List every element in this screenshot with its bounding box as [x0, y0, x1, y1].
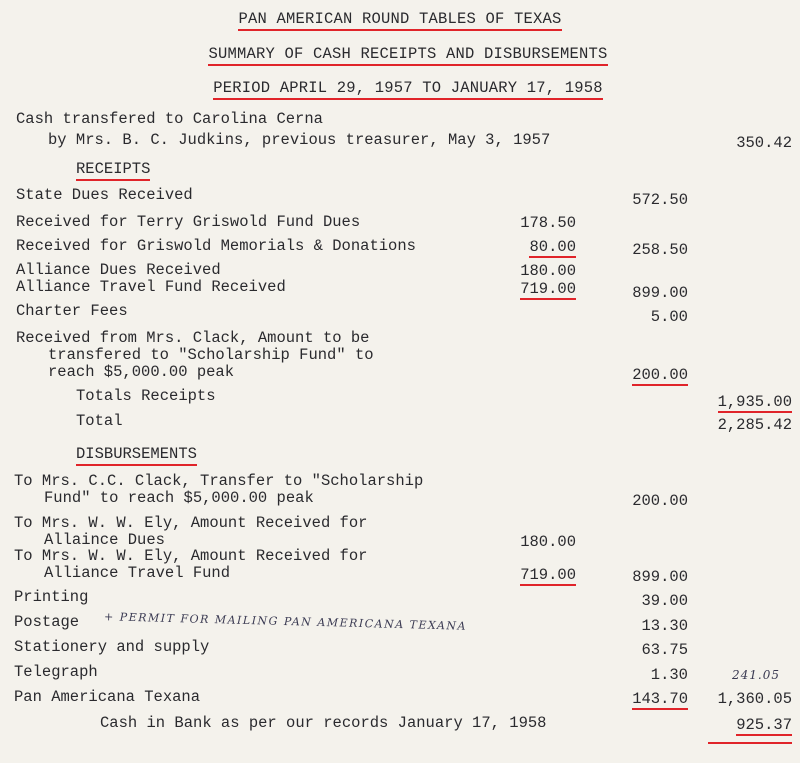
- totals-receipts-amount: [718, 393, 792, 411]
- ely-travel-line-1: To Mrs. W. W. Ely, Amount Received for: [14, 547, 368, 565]
- ely-travel-total: 899.00: [632, 568, 688, 586]
- disbursements-heading-text: DISBURSEMENTS: [76, 445, 197, 466]
- total-amount: 2,285.42: [717, 416, 792, 434]
- postage-total: 13.30: [641, 617, 688, 635]
- griswold-dues-label: Received for Terry Griswold Fund Dues: [16, 213, 361, 231]
- ely-travel-amount-text: 719.00: [520, 566, 576, 584]
- total-label: Total: [76, 412, 123, 430]
- telegraph-label: Telegraph: [14, 663, 98, 681]
- clack-receipt-line-3: reach $5,000.00 peak: [48, 363, 235, 381]
- state-dues-label: State Dues Received: [16, 186, 193, 204]
- alliance-travel-amount: [520, 280, 576, 298]
- period-title: [0, 79, 800, 97]
- double-underline: [708, 742, 792, 744]
- telegraph-handwritten-subtotal: 241.05: [732, 668, 780, 682]
- disbursements-grand-total: 1,360.05: [717, 690, 792, 708]
- cash-in-bank-label: Cash in Bank as per our records January 17, 1958: [100, 714, 547, 732]
- charter-fees-total: 5.00: [650, 308, 688, 326]
- charter-fees-label: Charter Fees: [16, 302, 128, 320]
- clack-disb-line-1: To Mrs. C.C. Clack, Transfer to "Scholarship: [14, 472, 424, 490]
- summary-title-text: SUMMARY OF CASH RECEIPTS AND DISBURSEMENTS: [208, 45, 607, 66]
- ely-dues-line-2: Allaince Dues: [44, 531, 165, 549]
- receipts-heading-text: RECEIPTS: [76, 160, 150, 181]
- griswold-dues-amount: 178.50: [520, 214, 576, 232]
- griswold-memorials-total: 258.50: [632, 241, 688, 259]
- clack-disb-line-2: Fund" to reach $5,000.00 peak: [44, 489, 314, 507]
- stationery-label: Stationery and supply: [14, 638, 210, 656]
- ely-dues-line-1: To Mrs. W. W. Ely, Amount Received for: [14, 514, 368, 532]
- clack-receipt-line-2: transfered to "Scholarship Fund" to: [48, 346, 374, 364]
- alliance-dues-label: Alliance Dues Received: [16, 261, 221, 279]
- period-title-text: PERIOD APRIL 29, 1957 TO JANUARY 17, 1958: [213, 79, 603, 100]
- postage-label: Postage: [14, 613, 80, 631]
- griswold-memorials-amount-text: 80.00: [529, 238, 576, 256]
- alliance-dues-amount: 180.00: [520, 262, 576, 280]
- clack-receipt-total: [632, 366, 688, 384]
- opening-line-1: Cash transfered to Carolina Cerna: [16, 110, 323, 128]
- clack-receipt-line-1: Received from Mrs. Clack, Amount to be: [16, 329, 370, 347]
- alliance-travel-label: Alliance Travel Fund Received: [16, 278, 286, 296]
- stationery-total: 63.75: [641, 641, 688, 659]
- opening-line-2: by Mrs. B. C. Judkins, previous treasurer, May 3, 1957: [48, 131, 551, 149]
- opening-amount: 350.42: [736, 134, 792, 152]
- clack-disb-total: 200.00: [632, 492, 688, 510]
- pan-americana-total-text: 143.70: [632, 690, 688, 708]
- org-title: [0, 10, 800, 28]
- cash-in-bank-amount: [736, 716, 792, 734]
- clack-receipt-total-text: 200.00: [632, 366, 688, 384]
- summary-title: [0, 45, 800, 63]
- state-dues-total: 572.50: [632, 191, 688, 209]
- ely-travel-amount: [520, 566, 576, 584]
- griswold-memorials-label: Received for Griswold Memorials & Donations: [16, 237, 416, 255]
- telegraph-total: 1.30: [650, 666, 688, 684]
- alliance-travel-amount-text: 719.00: [520, 280, 576, 298]
- org-title-text: PAN AMERICAN ROUND TABLES OF TEXAS: [238, 10, 561, 31]
- postage-handwritten-note: + PERMIT FOR MAILING PAN AMERICANA TEXANA: [103, 610, 468, 633]
- griswold-memorials-amount: [529, 238, 576, 256]
- totals-receipts-label: Totals Receipts: [76, 387, 216, 405]
- pan-americana-label: Pan Americana Texana: [14, 688, 201, 706]
- totals-receipts-amount-text: 1,935.00: [717, 393, 792, 411]
- receipts-heading: [76, 160, 150, 178]
- pan-americana-total: [632, 690, 688, 708]
- ely-travel-line-2: Alliance Travel Fund: [44, 564, 231, 582]
- alliance-travel-total: 899.00: [632, 284, 688, 302]
- disbursements-heading: [76, 445, 197, 463]
- cash-in-bank-amount-text: 925.37: [736, 716, 792, 734]
- printing-total: 39.00: [641, 592, 688, 610]
- ely-dues-amount: 180.00: [520, 533, 576, 551]
- printing-label: Printing: [14, 588, 89, 606]
